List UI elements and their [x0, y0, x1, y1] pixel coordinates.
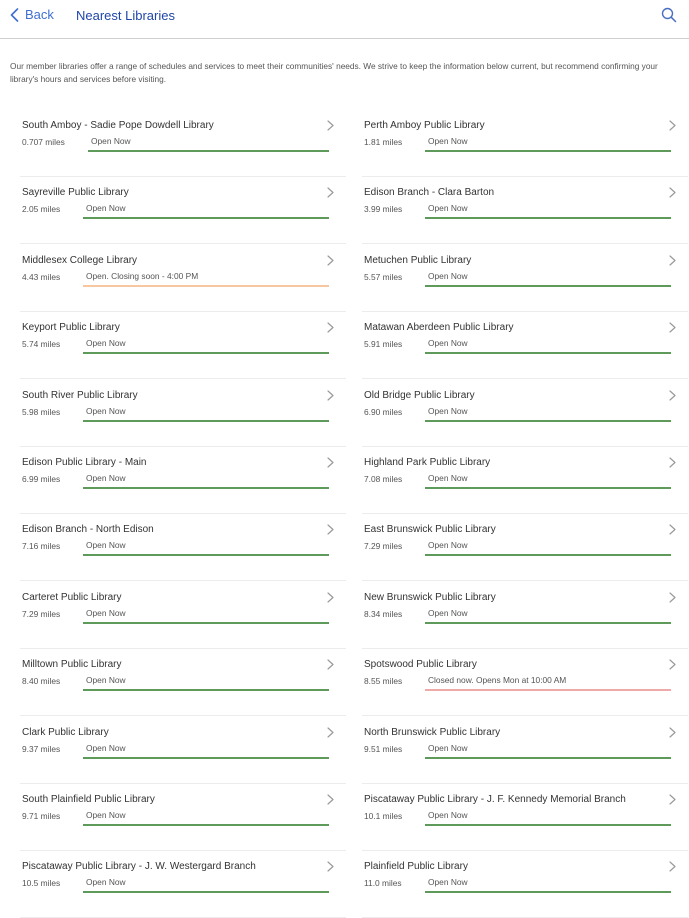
library-name: Piscataway Public Library - J. F. Kennedy Memorial Branch — [364, 794, 626, 805]
library-status: Open Now — [83, 675, 329, 691]
library-name: Spotswood Public Library — [364, 659, 477, 671]
library-list-item[interactable] — [364, 116, 678, 177]
row-divider — [362, 715, 688, 716]
library-list-item[interactable] — [22, 183, 336, 244]
row-divider — [362, 243, 688, 244]
chevron-right-icon — [669, 322, 676, 333]
search-button[interactable] — [661, 7, 677, 28]
library-list-item[interactable] — [22, 790, 336, 851]
row-divider — [20, 648, 346, 649]
search-icon — [661, 7, 677, 23]
library-status: Open Now — [83, 406, 329, 422]
library-list-item[interactable] — [364, 251, 678, 312]
chevron-right-icon — [327, 592, 334, 603]
library-list-item[interactable] — [22, 386, 336, 447]
library-name: North Brunswick Public Library — [364, 726, 501, 738]
chevron-right-icon — [669, 187, 676, 198]
chevron-right-icon — [669, 255, 676, 266]
library-list-item[interactable] — [22, 588, 336, 649]
library-status: Open Now — [83, 743, 329, 759]
library-distance: 7.08 miles — [364, 474, 403, 484]
library-distance: 9.37 miles — [22, 743, 61, 754]
library-status: Open Now — [425, 136, 671, 152]
library-distance: 0.707 miles — [22, 137, 65, 147]
library-name: Metuchen Public Library — [364, 254, 472, 266]
library-status: Open Now — [83, 810, 329, 826]
library-status: Open Now — [425, 608, 671, 624]
library-name: Milltown Public Library — [22, 659, 122, 671]
library-list-item[interactable] — [364, 655, 678, 716]
library-status: Open Now — [425, 877, 671, 893]
library-status: Open Now — [83, 608, 329, 624]
library-name: Sayreville Public Library — [22, 187, 129, 199]
chevron-right-icon — [669, 727, 676, 738]
library-distance: 3.99 miles — [364, 204, 403, 215]
back-label: Back — [25, 7, 54, 22]
row-divider — [362, 850, 688, 851]
library-name: New Brunswick Public Library — [364, 591, 496, 603]
library-list-item[interactable] — [22, 655, 336, 716]
library-name: South River Public Library — [22, 389, 138, 401]
row-divider — [20, 513, 346, 514]
library-distance: 5.98 miles — [22, 406, 61, 417]
chevron-right-icon — [327, 861, 334, 872]
chevron-right-icon — [669, 120, 676, 131]
library-list-item[interactable] — [364, 520, 678, 581]
row-divider — [362, 446, 688, 447]
library-distance: 8.40 miles — [22, 676, 61, 687]
library-name: Old Bridge Public Library — [364, 389, 475, 401]
library-name: Plainfield Public Library — [364, 861, 468, 873]
library-name: Edison Branch - Clara Barton — [364, 187, 495, 199]
library-distance: 1.81 miles — [364, 137, 403, 147]
library-list-item[interactable] — [364, 318, 678, 379]
chevron-right-icon — [327, 390, 334, 401]
chevron-right-icon — [327, 322, 334, 333]
library-list-item[interactable] — [22, 520, 336, 581]
library-list-item[interactable] — [22, 116, 336, 177]
chevron-right-icon — [669, 457, 676, 468]
chevron-right-icon — [327, 457, 334, 468]
chevron-left-icon — [10, 8, 19, 22]
library-list-item[interactable] — [364, 588, 678, 649]
library-status: Open Now — [425, 406, 671, 422]
row-divider — [362, 580, 688, 581]
row-divider — [362, 648, 688, 649]
row-divider — [362, 176, 688, 177]
intro-text: Our member libraries offer a range of schedules and services to meet their communities' needs. We strive to keep the information below current, but recommend confirming your library's hours and services before visiting. — [10, 61, 658, 84]
library-distance: 9.51 miles — [364, 743, 403, 754]
library-list-item[interactable] — [22, 453, 336, 514]
chevron-right-icon — [669, 390, 676, 401]
library-distance: 11.0 miles — [364, 878, 402, 889]
library-name: Edison Branch - North Edison — [22, 524, 154, 536]
library-distance: 2.05 miles — [22, 204, 61, 215]
library-list-item[interactable] — [22, 723, 336, 784]
row-divider — [20, 378, 346, 379]
library-distance: 4.43 miles — [22, 271, 61, 282]
library-status: Open Now — [425, 810, 671, 826]
library-name: Carteret Public Library — [22, 591, 122, 603]
library-status: Open Now — [425, 540, 671, 556]
row-divider — [20, 311, 346, 312]
library-name: Matawan Aberdeen Public Library — [364, 322, 514, 334]
library-name: Edison Public Library - Main — [22, 457, 147, 468]
row-divider — [20, 176, 346, 177]
library-distance: 7.16 miles — [22, 541, 61, 552]
library-status: Open Now — [83, 473, 329, 489]
library-name: Perth Amboy Public Library — [364, 120, 485, 131]
library-status: Open Now — [425, 203, 671, 219]
library-status: Open Now — [88, 136, 329, 152]
row-divider — [362, 378, 688, 379]
library-distance: 5.57 miles — [364, 271, 403, 282]
library-name: Clark Public Library — [22, 726, 109, 738]
library-status: Open Now — [425, 271, 671, 287]
back-button[interactable] — [10, 7, 54, 22]
library-list-item[interactable] — [364, 723, 678, 784]
page-title: Nearest Libraries — [76, 8, 175, 23]
chevron-right-icon — [669, 592, 676, 603]
chevron-right-icon — [669, 524, 676, 535]
row-divider — [20, 783, 346, 784]
chevron-right-icon — [327, 659, 334, 670]
row-divider — [20, 446, 346, 447]
library-status: Open Now — [83, 877, 329, 893]
library-list-item[interactable] — [22, 251, 336, 312]
chevron-right-icon — [327, 727, 334, 738]
library-distance: 6.99 miles — [22, 474, 61, 484]
chevron-right-icon — [327, 794, 334, 805]
library-distance: 6.90 miles — [364, 406, 403, 417]
chevron-right-icon — [327, 120, 334, 131]
chevron-right-icon — [669, 861, 676, 872]
chevron-right-icon — [669, 794, 676, 805]
library-status: Open Now — [425, 338, 671, 354]
library-list-item[interactable] — [364, 453, 678, 514]
library-name: South Amboy - Sadie Pope Dowdell Library — [22, 120, 214, 131]
library-list-item[interactable] — [364, 386, 678, 447]
library-name: Highland Park Public Library — [364, 457, 491, 468]
library-list-item[interactable] — [22, 318, 336, 379]
row-divider — [20, 715, 346, 716]
library-status: Open. Closing soon - 4:00 PM — [83, 271, 329, 287]
library-name: Keyport Public Library — [22, 322, 120, 334]
library-distance: 5.91 miles — [364, 339, 403, 350]
library-distance: 7.29 miles — [364, 541, 403, 552]
library-status: Open Now — [83, 203, 329, 219]
chevron-right-icon — [327, 524, 334, 535]
library-name: East Brunswick Public Library — [364, 524, 496, 536]
library-distance: 10.5 miles — [22, 878, 61, 889]
row-divider — [20, 243, 346, 244]
library-name: Piscataway Public Library - J. W. Westergard Branch — [22, 861, 256, 873]
row-divider — [362, 783, 688, 784]
library-name: South Plainfield Public Library — [22, 794, 155, 805]
library-list-item[interactable] — [364, 183, 678, 244]
library-distance: 8.34 miles — [364, 608, 403, 619]
chevron-right-icon — [327, 187, 334, 198]
chevron-right-icon — [327, 255, 334, 266]
library-name: Middlesex College Library — [22, 254, 138, 266]
library-status: Closed now. Opens Mon at 10:00 AM — [425, 675, 671, 691]
library-status: Open Now — [425, 473, 671, 489]
library-distance: 10.1 miles — [364, 811, 403, 821]
library-distance: 5.74 miles — [22, 339, 61, 350]
library-distance: 8.55 miles — [364, 676, 403, 687]
library-status: Open Now — [425, 743, 671, 759]
row-divider — [362, 513, 688, 514]
row-divider — [20, 850, 346, 851]
row-divider — [20, 580, 346, 581]
library-distance: 9.71 miles — [22, 811, 61, 821]
library-distance: 7.29 miles — [22, 608, 61, 619]
row-divider — [362, 311, 688, 312]
library-status: Open Now — [83, 540, 329, 556]
top-nav-bar — [0, 0, 689, 39]
library-list-item[interactable] — [364, 790, 678, 851]
library-list-item[interactable] — [364, 857, 678, 918]
library-status: Open Now — [83, 338, 329, 354]
chevron-right-icon — [669, 659, 676, 670]
library-list-item[interactable] — [22, 857, 336, 918]
